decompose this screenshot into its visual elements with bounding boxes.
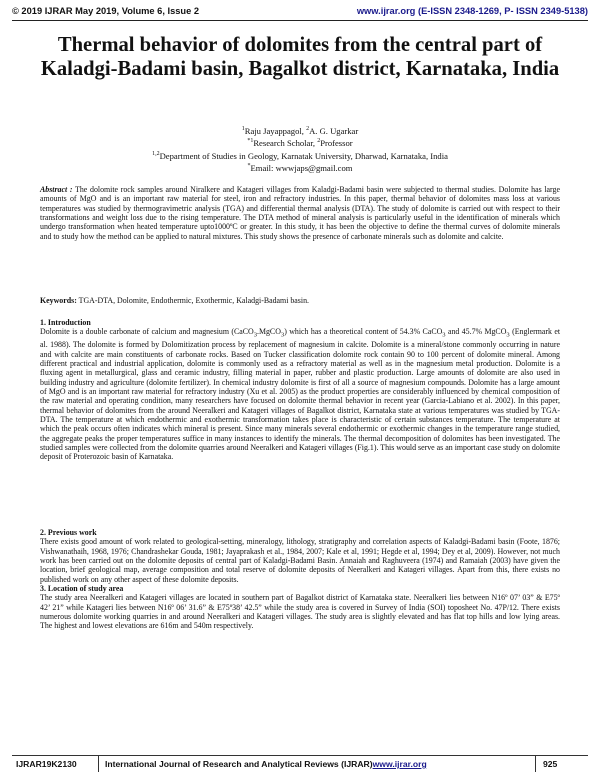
section-heading: 3. Location of study area <box>40 584 124 594</box>
header-issn: (E-ISSN 2348-1269, P- ISSN 2349-5138) <box>417 6 588 16</box>
footer-divider <box>535 756 536 772</box>
abstract <box>40 185 560 241</box>
keywords-label: Keywords: <box>40 296 77 305</box>
header-volume-info: © 2019 IJRAR May 2019, Volume 6, Issue 2 <box>12 6 200 16</box>
author-block <box>40 124 560 173</box>
header-rule <box>12 20 588 21</box>
author-affiliation: $^{1,2}$Department of Studies in Geology, Karnatak University, Dharwad, Karnataka, India <box>152 150 448 161</box>
page-header <box>12 6 588 20</box>
paper-title: Thermal behavior of dolomites from the central part of Kaladgi-Badami basin, Bagalkot district, Karnataka, India <box>40 34 560 80</box>
footer-page-number: 925 <box>543 759 558 769</box>
footer-site-link[interactable]: www.ijrar.org <box>372 759 427 769</box>
author-roles: $^{*1}$Research Scholar, $^2$Professor <box>247 138 353 149</box>
section-text: Dolomite is a double carbonate of calcium and magnesium (CaCO$_3$.MgCO$_3$) which has a theoretical content of 54.3% CaCO$_3$ and 45.7% MgCO$_3$ (Englermark et al. 1988). The dolomite is formed by Dolomitization process by replacement of magnesium in calcite. Dolomite is a mineral/stone commonly occurring in nature and with calcite are main constituents of carbonate rocks. Based on Tucker classification dolomite rock contain 90 to 100 percent of dolomite mineral. Among different practical and industrial application, dolomite is commonly used as a refractory material as well as in the magnesium metal production. Dolomite is a fluxing agent in metallurgical, glass and ceramic industry, filling material in paper, rubber and plastic production. Large amounts of dolomite are also used in building industry and agriculture (dolomite fertilizer). In chemical industry dolomite is first of all a source of magnesium compounds. Dolomite has a large amount of MgO and is an important raw material for refractory industry (Xu et al. 2005) as the product properties are considerably influenced by chemical composition of the raw material and operating condition, many researchers have focused on dolomite thermal behavior in recent year (Garcia-Labiano et al. 2002). In this paper, thermal behavior of dolomites from the around Neeralkeri and Katageri villages of Bagalkot district, Karnataka state at various temperatures was studied by TGA-DTA. The temperature at which endothermic and exothermic transformation takes place is characteristic of certain substances temperature. The temperature at which the peak occurs often indicates which mineral is present. Since many minerals several endothermic or exothermic changes in the temperature range studied, the aggregate peaks the proper temperatures suffice in many instances to identify the minerals. The thermal decomposition of dolomites has been investigated. The studied samples were collected from the dolomite quarries around Neeralkeri and Katageri villages (Fig.1). This would serve as an important case study on dolomite deposit of Proterozoic basin of Karnataka. <box>40 327 561 462</box>
author-email: *Email: wwwjaps@gmail.com <box>247 162 353 173</box>
keywords-text: TGA-DTA, Dolomite, Endothermic, Exothermic, Kaladgi-Badami basin. <box>76 296 309 305</box>
page-footer <box>12 755 588 772</box>
section-heading: 2. Previous work <box>40 528 97 537</box>
section-heading: 1. Introduction <box>40 318 91 327</box>
footer-journal: International Journal of Research and Analytical Reviews (IJRAR)www.ijrar.org <box>105 759 427 769</box>
author-names: $^1$Raju Jayappagol, $^2$A. G. Ugarkar <box>241 125 359 136</box>
abstract-text: The dolomite rock samples around Niralkere and Katageri villages from Kaladgi-Badami basin were subjected to thermal studies. Dolomite has large amounts of MgO and is an important raw material for steel, iron and refractory industries. In this paper, thermal behavior of dolomites mass loss at various temperatures was studied by thermogravimetric analysis (TGA) and differential thermal analysis (DTA). The study of dolomite is carried out with respect to their transformations and weight loss due to the rising temperature. The DTA method of mineral analysis is particularly useful in the identification of minerals which undergo transformation when heated temperature upto1000ºC or greater. In this study, it has been the objective to define the thermal curves of dolomite minerals and to study how the method can be applied to natural mixtures. This study shows the presence of carbonate minerals such as dolomite and calcite. <box>40 185 560 241</box>
footer-divider <box>98 756 99 772</box>
header-site-link[interactable]: www.ijrar.org <box>356 6 416 16</box>
section-previous-work-and-location <box>40 528 560 631</box>
section-text: There exists good amount of work related to geological-setting, mineralogy, lithology, stratigraphy and correlation aspects of Kaladgi-Badami basin (Foote, 1876; Vishwanathaih, 1968, 1976; Chandrashekar Gouda, 1981; Jayaprakash et al., 1984, 2007; Kale et al, 1991; Hegde et al, 1994; Dey et al, 2009). However, not much work has been carried out on the dolomite deposits of central part of Kaladgi-Badami Basin. Annaiah and Raghuveera (1974) and Ramaiah (2003) have given the location, brief geological map, average composition and total reserve of dolomite deposits of Neeralkeri and Katageri villages. Apart from this, there exists no published work on any other aspect of these dolomite deposits. <box>40 537 560 584</box>
section-introduction <box>40 318 560 462</box>
section-text: The study area Neeralkeri and Katageri villages are located in southern part of Bagalkot district of Karnataka state. Neeralkeri lies between N16º 07’ 03” & E75º 42’ 21” while Katageri lies between N16º 06’ 31.6” & E75º38’ 42.5” while the study area is covered in Survey of India (SOI) toposheet No. 47P/12. There exists numerous dolomite working quarries in and around Neeralkeri and Katageri villages. The study area is slightly elevated and has flat top hills and low lying areas. The highest and lowest elevations are 616m and 540m respectively. <box>40 593 560 631</box>
footer-paper-id: IJRAR19K2130 <box>16 759 77 769</box>
header-right <box>357 6 588 16</box>
abstract-label: Abstract : <box>40 185 73 194</box>
keywords <box>40 296 560 305</box>
